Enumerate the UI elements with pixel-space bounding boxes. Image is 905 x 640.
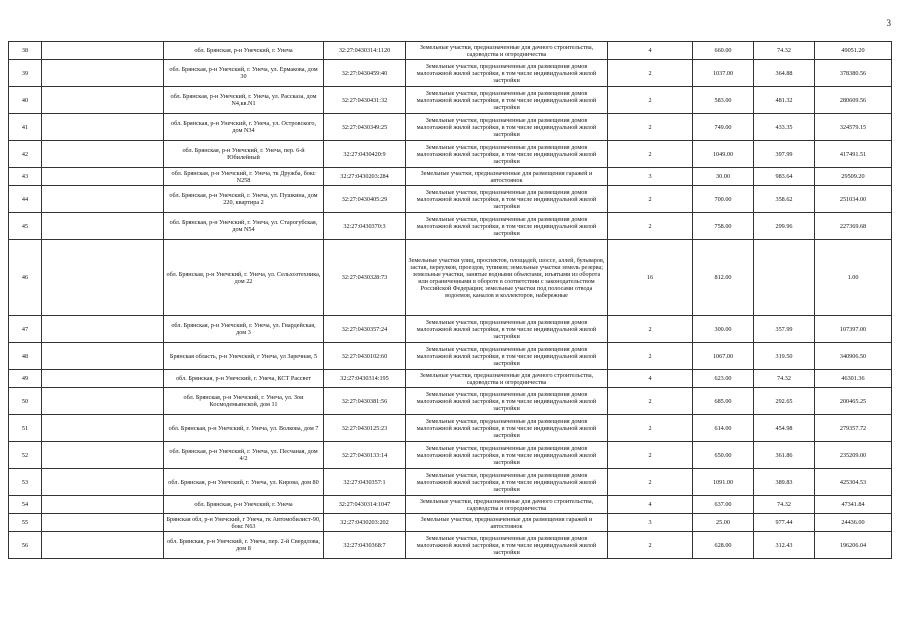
address-cell: обл. Брянская, р-н Унечский, г. Унеча, ул. Островского, дом N34 — [164, 114, 324, 141]
land-purpose-cell: Земельные участки, предназначенные для размещения домов малоэтажной жилой застройки, в том числе индивидуальной жилой застройки — [406, 469, 608, 496]
table-row — [9, 42, 892, 60]
row-number-cell: 48 — [9, 343, 42, 370]
table-row — [9, 343, 892, 370]
empty-cell — [42, 60, 164, 87]
address-cell: обл. Брянская, р-н Унечский, г. Унеча, ул. Волкова, дом 7 — [164, 415, 324, 442]
cadastral-number-cell: 32:27:0430459:40 — [324, 60, 406, 87]
rate-cell — [754, 240, 815, 316]
cadastral-value-cell: 235209.00 — [815, 442, 892, 469]
rate-cell: 299.96 — [754, 213, 815, 240]
area-cell: 25.00 — [693, 514, 754, 532]
table-row — [9, 370, 892, 388]
land-purpose-cell: Земельные участки, предназначенные для дачного строительства, садоводства и огородничества — [406, 370, 608, 388]
row-number-cell: 51 — [9, 415, 42, 442]
area-cell: 660.00 — [693, 42, 754, 60]
row-number-cell: 41 — [9, 114, 42, 141]
land-purpose-cell: Земельные участки улиц, проспектов, площадей, шоссе, аллей, бульваров, застав, переулков, проездов, тупиков; земельные участки земель резерва; земельные участки, занятые водными объектами, изъятыми из оборота или ограниченными в обороте в соответствии с законодательством Российской Федерации; земельные участки под полосами отвода водоемов, каналов и коллекторов, набережные — [406, 240, 608, 316]
rate-cell: 454.98 — [754, 415, 815, 442]
cadastral-value-cell: 340906.50 — [815, 343, 892, 370]
empty-cell — [42, 415, 164, 442]
empty-cell — [42, 469, 164, 496]
cadastral-value-cell: 425304.53 — [815, 469, 892, 496]
area-cell: 614.00 — [693, 415, 754, 442]
cadastral-number-cell: 32:27:0430203:284 — [324, 168, 406, 186]
rate-cell: 74.32 — [754, 496, 815, 514]
area-cell: 637.00 — [693, 496, 754, 514]
rate-cell: 358.62 — [754, 186, 815, 213]
zone-cell: 2 — [608, 388, 693, 415]
zone-cell: 2 — [608, 532, 693, 559]
cadastral-number-cell: 32:27:0430328:73 — [324, 240, 406, 316]
row-number-cell: 45 — [9, 213, 42, 240]
land-purpose-cell: Земельные участки, предназначенные для размещения домов малоэтажной жилой застройки, в том числе индивидуальной жилой застройки — [406, 186, 608, 213]
cadastral-number-cell: 32:27:0430133:14 — [324, 442, 406, 469]
row-number-cell: 54 — [9, 496, 42, 514]
land-purpose-cell: Земельные участки, предназначенные для размещения домов малоэтажной жилой застройки, в том числе индивидуальной жилой застройки — [406, 60, 608, 87]
land-purpose-cell: Земельные участки, предназначенные для размещения домов малоэтажной жилой застройки, в том числе индивидуальной жилой застройки — [406, 87, 608, 114]
cadastral-value-cell: 47341.84 — [815, 496, 892, 514]
cadastral-value-cell: 279357.72 — [815, 415, 892, 442]
cadastral-value-cell: 29509.20 — [815, 168, 892, 186]
area-cell: 1049.00 — [693, 141, 754, 168]
address-cell: обл. Брянская, р-н Унечский, г. Унеча, ул. Зои Космодемьянской, дом 11 — [164, 388, 324, 415]
rate-cell: 74.32 — [754, 370, 815, 388]
area-cell: 300.00 — [693, 316, 754, 343]
rate-cell: 74.32 — [754, 42, 815, 60]
table-row — [9, 469, 892, 496]
empty-cell — [42, 532, 164, 559]
area-cell: 758.00 — [693, 213, 754, 240]
table-row — [9, 388, 892, 415]
table-row — [9, 60, 892, 87]
cadastral-value-cell: 378380.56 — [815, 60, 892, 87]
table-row — [9, 87, 892, 114]
area-cell: 623.00 — [693, 370, 754, 388]
cadastral-number-cell: 32:27:0430405:29 — [324, 186, 406, 213]
empty-cell — [42, 316, 164, 343]
address-cell: обл. Брянская, р-н Унечский, г. Унеча, пер. 2-й Свердлова, дом 8 — [164, 532, 324, 559]
cadastral-number-cell: 32:27:0430102:60 — [324, 343, 406, 370]
land-purpose-cell: Земельные участки, предназначенные для размещения гаражей и автостоянок — [406, 168, 608, 186]
row-number-cell: 46 — [9, 240, 42, 316]
land-purpose-cell: Земельные участки, предназначенные для размещения домов малоэтажной жилой застройки, в том числе индивидуальной жилой застройки — [406, 343, 608, 370]
zone-cell: 2 — [608, 213, 693, 240]
land-plots-table — [8, 41, 892, 559]
table-row — [9, 240, 892, 316]
land-purpose-cell: Земельные участки, предназначенные для размещения домов малоэтажной жилой застройки, в том числе индивидуальной жилой застройки — [406, 141, 608, 168]
empty-cell — [42, 343, 164, 370]
table-row — [9, 213, 892, 240]
cadastral-value-cell: 251034.00 — [815, 186, 892, 213]
empty-cell — [42, 496, 164, 514]
zone-cell: 2 — [608, 415, 693, 442]
area-cell: 1037.00 — [693, 60, 754, 87]
rate-cell: 397.99 — [754, 141, 815, 168]
area-cell: 1091.00 — [693, 469, 754, 496]
row-number-cell: 42 — [9, 141, 42, 168]
empty-cell — [42, 213, 164, 240]
address-cell: обл. Брянская, р-н Унечский, г. Унеча, ул. Пушкина, дом 220, квартира 2 — [164, 186, 324, 213]
land-purpose-cell: Земельные участки, предназначенные для размещения домов малоэтажной жилой застройки, в том числе индивидуальной жилой застройки — [406, 388, 608, 415]
table-row — [9, 514, 892, 532]
row-number-cell: 43 — [9, 168, 42, 186]
land-purpose-cell: Земельные участки, предназначенные для размещения домов малоэтажной жилой застройки, в том числе индивидуальной жилой застройки — [406, 114, 608, 141]
cadastral-number-cell: 32:27:0430357:24 — [324, 316, 406, 343]
zone-cell: 16 — [608, 240, 693, 316]
row-number-cell: 55 — [9, 514, 42, 532]
rate-cell: 389.83 — [754, 469, 815, 496]
address-cell: обл. Брянская, р-н Унечский, г. Унеча, тк Дружба, бокс N258 — [164, 168, 324, 186]
rate-cell: 312.43 — [754, 532, 815, 559]
cadastral-value-cell: 200465.25 — [815, 388, 892, 415]
row-number-cell: 53 — [9, 469, 42, 496]
address-cell: обл. Брянская, р-н Унечский, г. Унеча, ул. Кирова, дом 80 — [164, 469, 324, 496]
empty-cell — [42, 514, 164, 532]
address-cell: обл. Брянская, р-н Унечский, г. Унеча, ул. Сельхозтехника, дом 22 — [164, 240, 324, 316]
row-number-cell: 44 — [9, 186, 42, 213]
empty-cell — [42, 442, 164, 469]
zone-cell: 4 — [608, 496, 693, 514]
address-cell: обл. Брянская, р-н Унечский, г. Унеча, ул. Песчаная, дом 4/2 — [164, 442, 324, 469]
empty-cell — [42, 87, 164, 114]
cadastral-value-cell: 1.00 — [815, 240, 892, 316]
cadastral-number-cell: 32:27:0430381:56 — [324, 388, 406, 415]
rate-cell: 977.44 — [754, 514, 815, 532]
land-purpose-cell: Земельные участки, предназначенные для дачного строительства, садоводства и огородничества — [406, 496, 608, 514]
cadastral-value-cell: 46301.36 — [815, 370, 892, 388]
cadastral-value-cell: 324579.15 — [815, 114, 892, 141]
address-cell: обл. Брянская, р-н Унечский, г. Унеча, ул. Ермакова, дом 30 — [164, 60, 324, 87]
area-cell: 749.00 — [693, 114, 754, 141]
row-number-cell: 39 — [9, 60, 42, 87]
cadastral-value-cell: 49051.20 — [815, 42, 892, 60]
rate-cell: 481.32 — [754, 87, 815, 114]
zone-cell: 2 — [608, 60, 693, 87]
cadastral-number-cell: 32:27:0430370:3 — [324, 213, 406, 240]
zone-cell: 2 — [608, 469, 693, 496]
cadastral-value-cell: 196206.04 — [815, 532, 892, 559]
table-row — [9, 442, 892, 469]
address-cell: обл. Брянская, р-н Унечский, г. Унеча, пер. 6-й Юбилейный — [164, 141, 324, 168]
cadastral-number-cell: 32:27:0430368:7 — [324, 532, 406, 559]
row-number-cell: 38 — [9, 42, 42, 60]
table-row — [9, 168, 892, 186]
zone-cell: 2 — [608, 316, 693, 343]
area-cell: 30.00 — [693, 168, 754, 186]
zone-cell: 2 — [608, 186, 693, 213]
area-cell: 700.00 — [693, 186, 754, 213]
empty-cell — [42, 168, 164, 186]
rate-cell: 983.64 — [754, 168, 815, 186]
cadastral-value-cell: 417491.51 — [815, 141, 892, 168]
land-purpose-cell: Земельные участки, предназначенные для дачного строительства, садоводства и огородничества — [406, 42, 608, 60]
row-number-cell: 47 — [9, 316, 42, 343]
table-row — [9, 316, 892, 343]
zone-cell: 2 — [608, 141, 693, 168]
zone-cell: 2 — [608, 442, 693, 469]
cadastral-value-cell: 280609.56 — [815, 87, 892, 114]
empty-cell — [42, 186, 164, 213]
zone-cell: 4 — [608, 370, 693, 388]
table-row — [9, 141, 892, 168]
rate-cell: 319.50 — [754, 343, 815, 370]
empty-cell — [42, 388, 164, 415]
row-number-cell: 49 — [9, 370, 42, 388]
zone-cell: 3 — [608, 168, 693, 186]
row-number-cell: 50 — [9, 388, 42, 415]
rate-cell: 364.88 — [754, 60, 815, 87]
zone-cell: 2 — [608, 343, 693, 370]
empty-cell — [42, 114, 164, 141]
cadastral-number-cell: 32:27:0430314:1047 — [324, 496, 406, 514]
cadastral-number-cell: 32:27:0430349:25 — [324, 114, 406, 141]
cadastral-number-cell: 32:27:0430203:202 — [324, 514, 406, 532]
cadastral-number-cell: 32:27:0430357:1 — [324, 469, 406, 496]
cadastral-value-cell: 24436.00 — [815, 514, 892, 532]
table-row — [9, 186, 892, 213]
address-cell: обл. Брянская, р-н Унечский, г. Унеча — [164, 42, 324, 60]
zone-cell: 4 — [608, 42, 693, 60]
cadastral-value-cell: 107397.00 — [815, 316, 892, 343]
row-number-cell: 52 — [9, 442, 42, 469]
cadastral-number-cell: 32:27:0430125:23 — [324, 415, 406, 442]
page-number: 3 — [886, 18, 891, 28]
row-number-cell: 40 — [9, 87, 42, 114]
land-purpose-cell: Земельные участки, предназначенные для размещения домов малоэтажной жилой застройки, в том числе индивидуальной жилой застройки — [406, 532, 608, 559]
area-cell: 583.00 — [693, 87, 754, 114]
address-cell: Брянская область, р-н Унечский, г Унеча, ул Заречная, 5 — [164, 343, 324, 370]
zone-cell: 2 — [608, 87, 693, 114]
table-row — [9, 415, 892, 442]
cadastral-value-cell: 227369.68 — [815, 213, 892, 240]
empty-cell — [42, 240, 164, 316]
land-purpose-cell: Земельные участки, предназначенные для размещения домов малоэтажной жилой застройки, в том числе индивидуальной жилой застройки — [406, 415, 608, 442]
area-cell: 812.00 — [693, 240, 754, 316]
cadastral-number-cell: 32:27:0430314:1120 — [324, 42, 406, 60]
rate-cell: 361.86 — [754, 442, 815, 469]
address-cell: Брянская обл, р-н Унечский, г Унеча, гк Автомобилист-90, бокс N63 — [164, 514, 324, 532]
land-purpose-cell: Земельные участки, предназначенные для размещения домов малоэтажной жилой застройки, в том числе индивидуальной жилой застройки — [406, 213, 608, 240]
address-cell: обл. Брянская, р-н Унечский, г. Унеча, ул. Рассказа, дом N4,кв.N1 — [164, 87, 324, 114]
land-purpose-cell: Земельные участки, предназначенные для размещения домов малоэтажной жилой застройки, в том числе индивидуальной жилой застройки — [406, 442, 608, 469]
table-row — [9, 496, 892, 514]
address-cell: обл. Брянская, р-н Унечский, г. Унеча, ул. Старогубская, дом N54 — [164, 213, 324, 240]
address-cell: обл. Брянская, р-н Унечский, г. Унеча, КСТ Рассвет — [164, 370, 324, 388]
zone-cell: 3 — [608, 514, 693, 532]
row-number-cell: 56 — [9, 532, 42, 559]
land-purpose-cell: Земельные участки, предназначенные для размещения домов малоэтажной жилой застройки, в том числе индивидуальной жилой застройки — [406, 316, 608, 343]
area-cell: 1067.00 — [693, 343, 754, 370]
empty-cell — [42, 42, 164, 60]
empty-cell — [42, 141, 164, 168]
rate-cell: 357.99 — [754, 316, 815, 343]
zone-cell: 2 — [608, 114, 693, 141]
empty-cell — [42, 370, 164, 388]
area-cell: 628.00 — [693, 532, 754, 559]
table-row — [9, 114, 892, 141]
land-purpose-cell: Земельные участки, предназначенные для размещения гаражей и автостоянок — [406, 514, 608, 532]
address-cell: обл. Брянская, р-н Унечский, г. Унеча — [164, 496, 324, 514]
address-cell: обл. Брянская, р-н Унечский, г. Унеча, ул. Гвардейская, дом 3 — [164, 316, 324, 343]
area-cell: 650.00 — [693, 442, 754, 469]
table-row — [9, 532, 892, 559]
rate-cell: 433.35 — [754, 114, 815, 141]
cadastral-number-cell: 32:27:0430314:195 — [324, 370, 406, 388]
area-cell: 685.00 — [693, 388, 754, 415]
cadastral-number-cell: 32:27:0430420:9 — [324, 141, 406, 168]
rate-cell: 292.65 — [754, 388, 815, 415]
cadastral-number-cell: 32:27:0430431:32 — [324, 87, 406, 114]
